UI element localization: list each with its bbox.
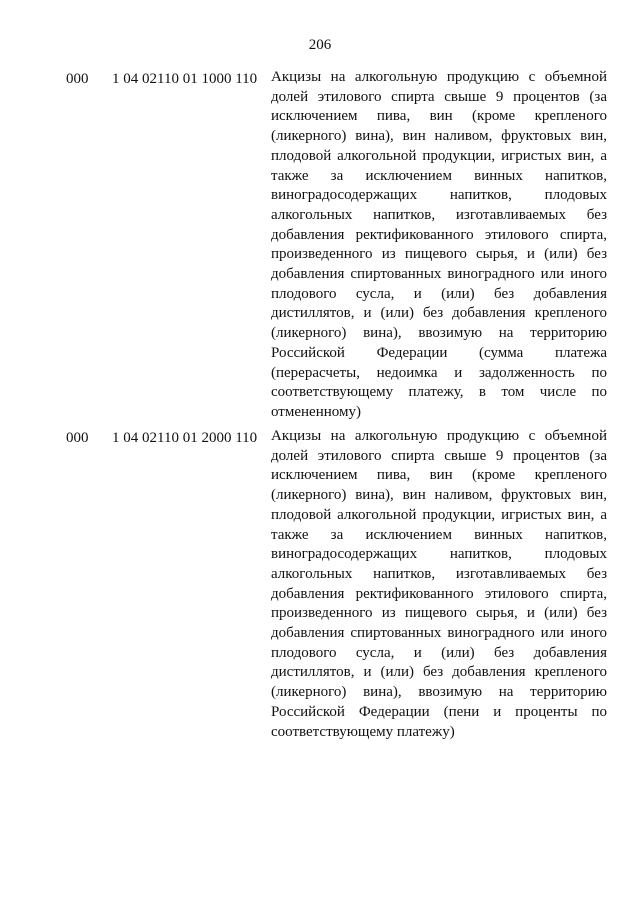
- administrator-code: 000: [66, 71, 89, 87]
- administrator-code: 000: [66, 430, 89, 446]
- budget-classification-code: 1 04 02110 01 2000 110: [112, 430, 258, 446]
- page-number: 206: [308, 37, 332, 53]
- entry-description: Акцизы на алкогольную продукцию с объемной долей этилового спирта свыше 9 процентов (за исключением пива, вин (кроме крепленого (ликерного) вина), вин наливом, фруктовых вин, плодовой алкогольной продукции, игристых вин, а также за исключением винных напитков, виноградосодержащих напитков, плодовых алкогольных напитков, изготавливаемых без добавления ректификованного этилового спирта, произведенного из пищевого сырья, и (или) без добавления спиртованных виноградного или иного плодового сусла, и (или) без добавления дистиллятов, и (или) без добавления крепленого (ликерного) вина), ввозимую на территорию Российской Федерации (сумма платежа (перерасчеты, недоимка и задолженность по соответствующему платежу, в том числе по отмененному): [271, 69, 607, 420]
- entry-description: Акцизы на алкогольную продукцию с объемной долей этилового спирта свыше 9 процентов (за исключением пива, вин (кроме крепленого (ликерного) вина), вин наливом, фруктовых вин, плодовой алкогольной продукции, игристых вин, а также за исключением винных напитков, виноградосодержащих напитков, плодовых алкогольных напитков, изготавливаемых без добавления ректификованного этилового спирта, произведенного из пищевого сырья, и (или) без добавления спиртованных виноградного или иного плодового сусла, и (или) без добавления дистиллятов, и (или) без добавления крепленого (ликерного) вина), ввозимую на территорию Российской Федерации (пени и проценты по соответствующему платежу): [271, 428, 607, 740]
- budget-classification-code: 1 04 02110 01 1000 110: [112, 71, 258, 87]
